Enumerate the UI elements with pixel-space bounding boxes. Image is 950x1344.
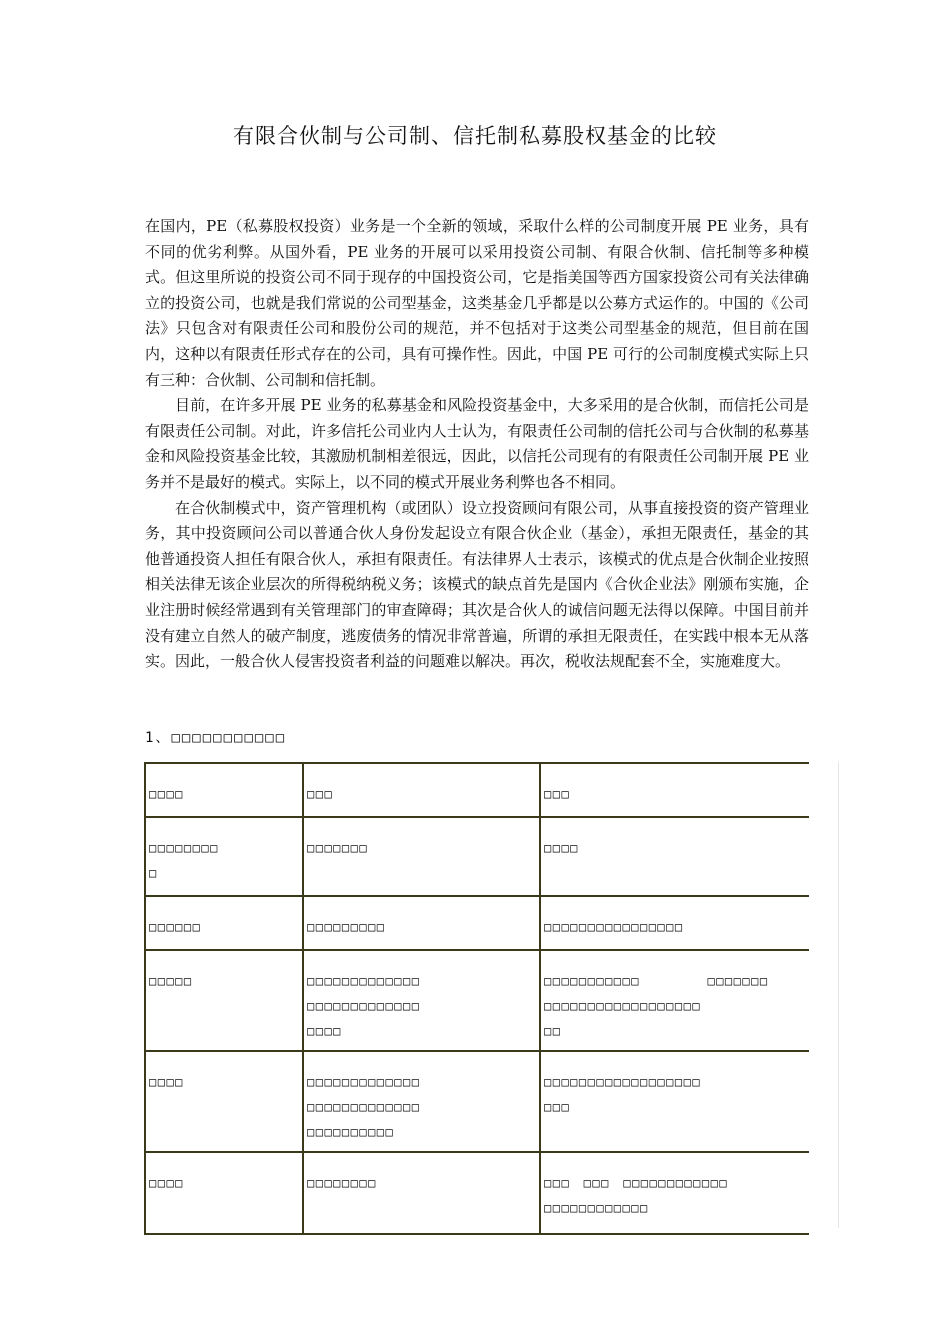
table-cell: □□□□□□□□ □	[145, 817, 303, 896]
page-title: 有限合伙制与公司制、信托制私募股权基金的比较	[233, 124, 717, 148]
table-row	[145, 950, 809, 1051]
paragraph-2: 目前，在许多开展 PE 业务的私募基金和风险投资基金中，大多采用的是合伙制，而信托公司是有限责任公司制。对此，许多信托公司业内人士认为，有限责任公司制的信托公司与合伙制的私募基金和风险投资基金比较，其激励机制相差很远，因此，以信托公司现有的有限责任公司制开展 PE 业务并不是最好的模式。实际上，以不同的模式开展业务利弊也各不相同。	[145, 396, 809, 491]
table-cell: □□□□□□□□□	[303, 896, 540, 950]
table-row	[145, 896, 809, 950]
table-caption-text: □□□□□□□□□□□	[171, 730, 287, 746]
table-row	[145, 763, 809, 817]
table-cell: □□□□□□□□	[303, 1152, 540, 1234]
table-row	[145, 817, 809, 896]
table-caption-number: 1、	[145, 730, 172, 746]
paragraph-3: 在合伙制模式中，资产管理机构（或团队）设立投资顾问有限公司，从事直接投资的资产管理业务，其中投资顾问公司以普通合伙人身份发起设立有限合伙企业（基金），承担无限责任，基金的其他普通投资人担任有限合伙人，承担有限责任。有法律界人士表示，该模式的优点是合伙制企业按照相关法律无该企业层次的所得税纳税义务；该模式的缺点首先是国内《合伙企业法》刚颁布实施，企业注册时候经常遇到有关管理部门的审查障碍；其次是合伙人的诚信问题无法得以保障。中国目前并没有建立自然人的破产制度，逃废债务的情况非常普遍，所谓的承担无限责任，在实践中根本无从落实。因此，一般合伙人侵害投资者利益的问题难以解决。再次，税收法规配套不全，实施难度大。	[145, 498, 809, 671]
comparison-table	[144, 762, 809, 1235]
table-cell: □□□□□	[145, 950, 303, 1051]
table-cell: □□□	[540, 763, 809, 817]
table-cell: □□□□□□□□□□□□□□□□□□ □□□	[540, 1051, 809, 1152]
paragraph-1: 在国内，PE（私募股权投资）业务是一个全新的领域，采取什么样的公司制度开展 PE 业务，具有不同的优劣利弊。从国外看，PE 业务的开展可以采用投资公司制、有限合伙制、信托制等多种模式。但这里所说的投资公司不同于现存的中国投资公司，它是指美国等西方国家投资公司有关法律确立的投资公司，也就是我们常说的公司型基金，这类基金几乎都是以公募方式运作的。中国的《公司法》只包含对有限责任公司和股份公司的规范，并不包括对于这类公司型基金的规范，但目前在国内，这种以有限责任形式存在的公司，具有可操作性。因此，中国 PE 可行的公司制度模式实际上只有三种：合伙制、公司制和信托制。	[145, 217, 809, 389]
table-cell: □□□□	[540, 817, 809, 896]
table-cell: □□□□□□□□□□□ □□□□□□□ □□□□□□□□□□□□□□□□□□ □□	[540, 950, 809, 1051]
table-cell: □□□□	[145, 1051, 303, 1152]
table-cell: □□□□	[145, 1152, 303, 1234]
table-cell: □□□□□□□□□□□□□ □□□□□□□□□□□□□ □□□□□□□□□□	[303, 1051, 540, 1152]
table-row	[145, 1051, 809, 1152]
table-cell: □□□□□□□□□□□□□ □□□□□□□□□□□□□ □□□□	[303, 950, 540, 1051]
table-cell: □□□ □□□ □□□□□□□□□□□□ □□□□□□□□□□□□	[540, 1152, 809, 1234]
table-caption	[145, 727, 286, 747]
table-row	[145, 1152, 809, 1234]
table-cell: □□□□□□□□□□□□□□□□	[540, 896, 809, 950]
table-cell: □□□	[303, 763, 540, 817]
table-cell: □□□□□□	[145, 896, 303, 950]
body-text	[145, 214, 809, 675]
table-cell: □□□□	[145, 763, 303, 817]
table-cell: □□□□□□□	[303, 817, 540, 896]
page-edge-line	[838, 762, 839, 1228]
